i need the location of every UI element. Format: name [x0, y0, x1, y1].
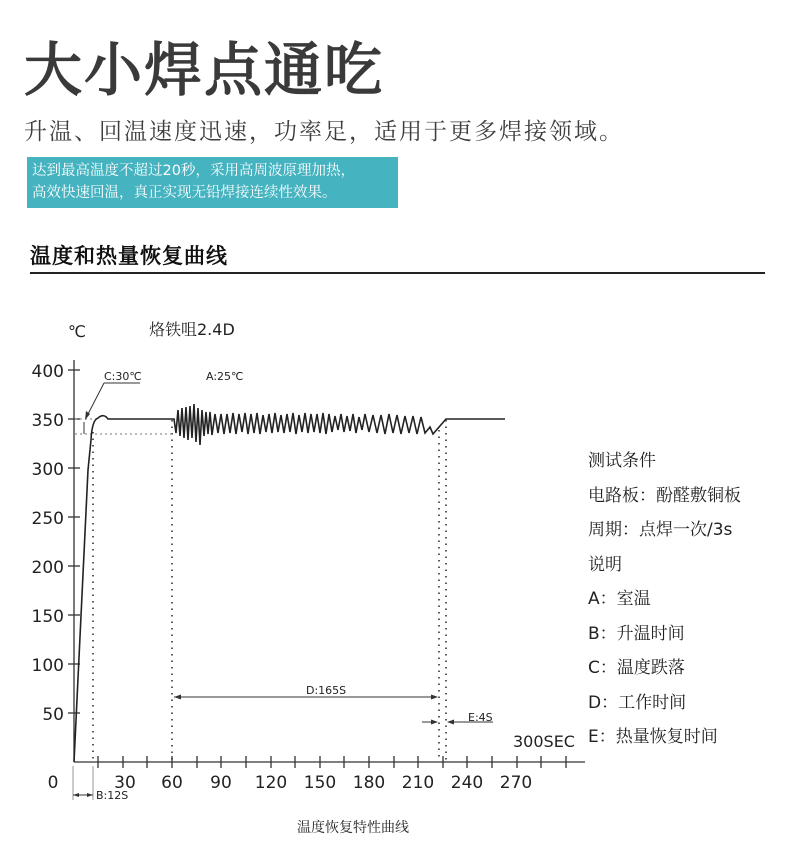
svg-text:0: 0: [47, 773, 59, 793]
chart-caption: 温度恢复特性曲线: [297, 820, 409, 836]
annotation-e: [422, 711, 493, 725]
legend-notes-heading: 说明: [588, 554, 622, 575]
svg-text:30: 30: [114, 773, 136, 793]
legend-entry-c: C：温度跌落: [588, 658, 685, 678]
svg-text:150: 150: [31, 607, 64, 627]
annotation-d: [174, 684, 438, 700]
chart-title: 烙铁咀2.4D: [149, 320, 235, 339]
svg-text:400: 400: [31, 362, 64, 382]
svg-text:E:4S: E:4S: [468, 711, 493, 724]
svg-text:210: 210: [401, 773, 435, 793]
note-line-2: 高效快速回温，真正实现无铅焊接连续性效果。: [32, 185, 337, 201]
reference-lines: [93, 420, 446, 760]
svg-text:240: 240: [450, 773, 484, 793]
svg-text:180: 180: [352, 773, 386, 793]
svg-text:100: 100: [31, 656, 64, 676]
legend-entry-a: A：室温: [588, 589, 651, 609]
svg-text:250: 250: [31, 509, 64, 529]
page-title: 大小焊点通吃: [24, 36, 385, 104]
svg-text:50: 50: [42, 705, 64, 725]
y-axis: [68, 360, 80, 762]
note-line-1: 达到最高温度不超过20秒，采用高周波原理加热，: [32, 163, 355, 179]
legend-entry-d: D：工作时间: [588, 692, 687, 713]
legend-heading: 测试条件: [588, 451, 656, 471]
section-title: 温度和热量恢复曲线: [30, 244, 228, 268]
chart-legend: [588, 444, 741, 755]
x-axis: [74, 756, 585, 768]
svg-text:C:30℃: C:30℃: [104, 370, 142, 383]
svg-text:150: 150: [303, 773, 337, 793]
page-subtitle: 升温、回温速度迅速，功率足，适用于更多焊接领域。: [24, 119, 624, 145]
y-axis-tick-labels: [32, 362, 64, 725]
svg-text:200: 200: [31, 558, 64, 578]
svg-text:300: 300: [31, 460, 64, 480]
svg-text:B:12S: B:12S: [96, 789, 129, 802]
legend-condition-cycle: 周期：点焊一次/3s: [588, 520, 733, 540]
temperature-curve: [74, 404, 505, 762]
legend-entry-e: E：热量恢复时间: [588, 727, 718, 747]
svg-text:120: 120: [254, 773, 288, 793]
svg-text:270: 270: [499, 773, 533, 793]
legend-entry-b: B：升温时间: [588, 623, 685, 644]
y-axis-unit-label: ℃: [68, 322, 86, 341]
legend-condition-board: 电路板：酚醛敷铜板: [588, 485, 741, 506]
annotation-a: A:25℃: [206, 370, 244, 383]
svg-text:90: 90: [210, 773, 232, 793]
svg-text:D:165S: D:165S: [306, 684, 347, 697]
x-axis-unit-label: 300SEC: [513, 732, 575, 751]
svg-text:60: 60: [161, 773, 183, 793]
svg-text:350: 350: [31, 411, 64, 431]
